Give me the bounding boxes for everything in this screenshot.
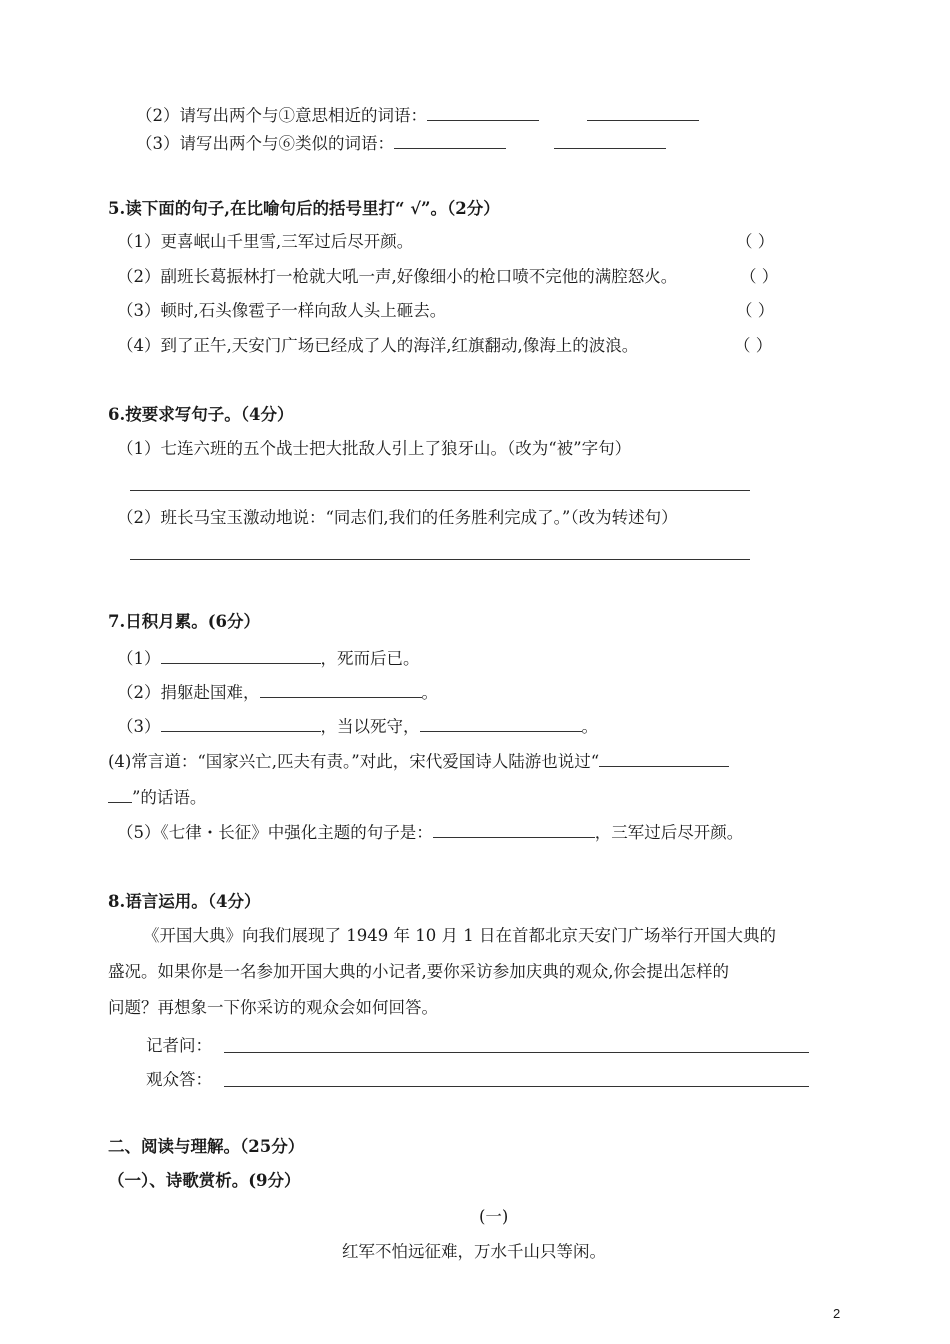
blank[interactable] — [108, 784, 132, 803]
section-7-title: 7.日积月累。(6分） — [108, 612, 261, 631]
answer-line[interactable] — [130, 559, 750, 560]
blank[interactable] — [161, 645, 321, 664]
blank[interactable] — [599, 748, 729, 767]
s7-item-1 — [117, 645, 420, 671]
section-8-title: 8.语言运用。（4分） — [108, 892, 261, 911]
s7-item-4 — [108, 748, 729, 774]
s8-paragraph-line: 问题？再想象一下你采访的观众会如何回答。 — [108, 998, 438, 1017]
blank[interactable] — [433, 819, 595, 838]
answer-paren[interactable]: （ ） — [734, 336, 773, 355]
reporter-label: 记者问： — [146, 1036, 212, 1055]
answer-line[interactable] — [130, 490, 750, 491]
section-5-title: 5.读下面的句子,在比喻句后的括号里打“ √”。（2分） — [108, 199, 500, 218]
poem-line: 红军不怕远征难，万水千山只等闲。 — [342, 1242, 606, 1261]
s7-text: ，当以死守， — [320, 717, 420, 736]
answer-paren[interactable]: （ ） — [736, 301, 775, 320]
s7-item-5 — [117, 819, 743, 845]
blank[interactable] — [554, 130, 666, 149]
s7-item-4-cont — [108, 784, 206, 810]
question-3-text: （3）请写出两个与⑥类似的词语： — [136, 134, 394, 153]
s7-text: ，三军过后尽开颜。 — [594, 823, 744, 842]
s7-text: ”的话语。 — [132, 788, 207, 807]
blank[interactable] — [260, 679, 422, 698]
s7-text: （2）捐躯赴国难， — [117, 683, 260, 702]
answer-paren[interactable]: （ ） — [740, 267, 779, 286]
s7-text: (4)常言道：“国家兴亡,匹夫有责。”对此，宋代爱国诗人陆游也说过“ — [108, 752, 600, 771]
s6-item: （2）班长马宝玉激动地说：“同志们,我们的任务胜利完成了。”（改为转述句） — [117, 508, 678, 527]
s7-text: 。 — [581, 717, 598, 736]
question-3 — [136, 130, 666, 156]
answer-paren[interactable]: （ ） — [736, 232, 775, 251]
s5-item: （2）副班长葛振林打一枪就大吼一声,好像细小的枪口喷不完他的满腔怒火。 — [117, 267, 678, 286]
blank[interactable] — [394, 130, 506, 149]
page-number: 2 — [833, 1306, 841, 1321]
s8-paragraph-line: 盛况。如果你是一名参加开国大典的小记者,要你采访参加庆典的观众,你会提出怎样的 — [108, 962, 729, 981]
blank[interactable] — [161, 713, 321, 732]
section-6-title: 6.按要求写句子。（4分） — [108, 405, 294, 424]
reporter-answer-line[interactable] — [224, 1052, 809, 1053]
poem-number: (一) — [479, 1207, 509, 1226]
s7-text: （1） — [117, 649, 161, 668]
s7-text: ，死而后已。 — [320, 649, 420, 668]
part-2-subtitle: （一）、诗歌赏析。(9分） — [108, 1171, 301, 1190]
s7-text: 。 — [421, 683, 438, 702]
s7-item-2 — [117, 679, 438, 705]
s6-item: （1）七连六班的五个战士把大批敌人引上了狼牙山。（改为“被”字句） — [117, 439, 632, 458]
s7-text: （3） — [117, 717, 161, 736]
s7-text: （5）《七律・长征》中强化主题的句子是： — [117, 823, 433, 842]
blank[interactable] — [427, 102, 539, 121]
part-2-title: 二、阅读与理解。（25分） — [108, 1137, 305, 1156]
question-2 — [136, 102, 699, 128]
s5-item: （1）更喜岷山千里雪,三军过后尽开颜。 — [117, 232, 414, 251]
blank[interactable] — [420, 713, 582, 732]
s8-paragraph-line: 《开国大典》向我们展现了 1949 年 10 月 1 日在首都北京天安门广场举行开国大典的 — [143, 926, 776, 945]
audience-label: 观众答： — [146, 1070, 212, 1089]
audience-answer-line[interactable] — [224, 1086, 809, 1087]
s5-item: （4）到了正午,天安门广场已经成了人的海洋,红旗翻动,像海上的波浪。 — [117, 336, 639, 355]
s5-item: （3）顿时,石头像雹子一样向敌人头上砸去。 — [117, 301, 447, 320]
question-2-text: （2）请写出两个与①意思相近的词语： — [136, 106, 427, 125]
s7-item-3 — [117, 713, 598, 739]
blank[interactable] — [587, 102, 699, 121]
